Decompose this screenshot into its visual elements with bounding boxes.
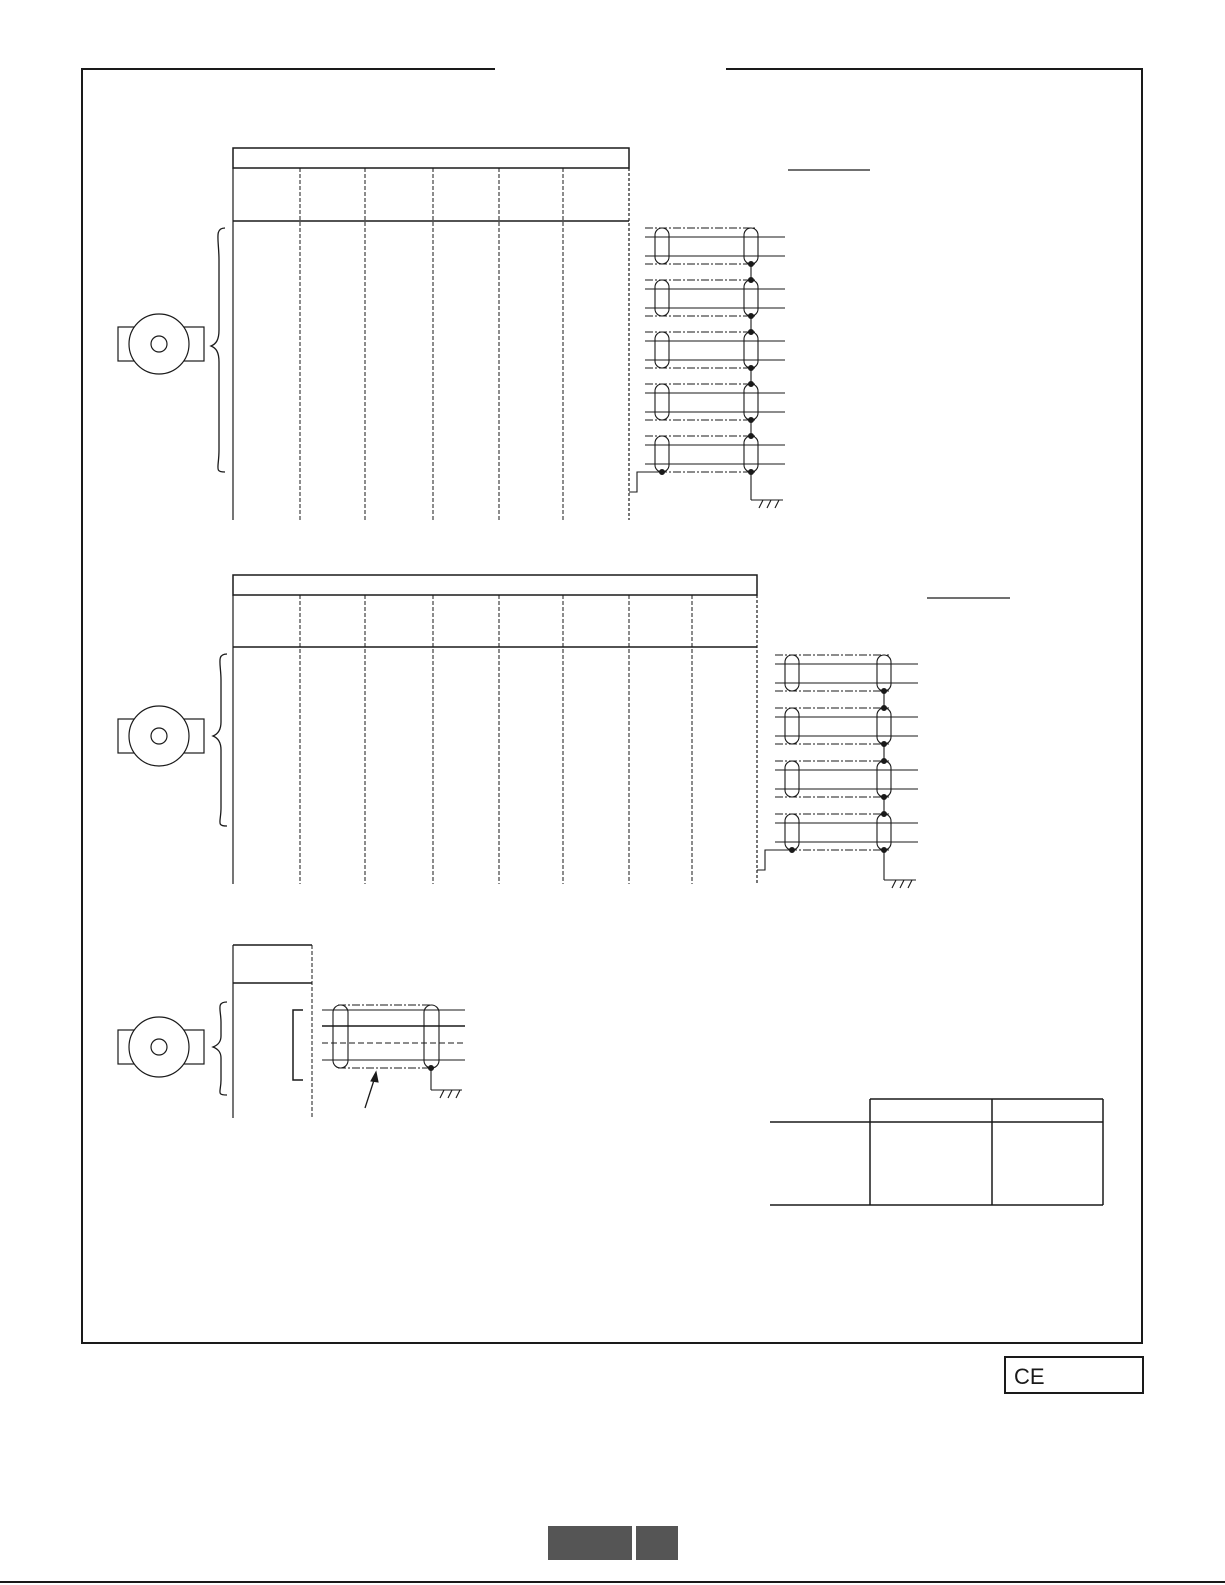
section-2-brace bbox=[213, 654, 227, 826]
section-1-motor-icon bbox=[118, 314, 204, 374]
section-3-table bbox=[233, 945, 312, 1118]
shielded-cable-pair bbox=[775, 706, 918, 762]
ground-icon bbox=[757, 848, 916, 889]
shielded-cable-pair bbox=[775, 655, 918, 708]
section-2-table bbox=[233, 575, 757, 884]
page-frame bbox=[82, 69, 1142, 1343]
shielded-cable-pair bbox=[645, 434, 785, 475]
ce-certification-box bbox=[1005, 1357, 1143, 1393]
shielded-cable-pair bbox=[645, 382, 785, 437]
section-3-motor-icon bbox=[118, 1017, 204, 1077]
ce-mark-icon: CE bbox=[1014, 1364, 1045, 1389]
section-2-motor-icon bbox=[118, 706, 204, 766]
section-1-brace bbox=[211, 228, 225, 472]
section-3-brace bbox=[213, 1002, 227, 1095]
shielded-cable-pair bbox=[645, 278, 785, 333]
page-tab-icon bbox=[548, 1526, 632, 1560]
shielded-cable-pair bbox=[645, 228, 785, 280]
section-1-table bbox=[233, 148, 629, 520]
ground-icon bbox=[629, 470, 783, 509]
page-tab-icon bbox=[636, 1526, 678, 1560]
section-2-cables bbox=[757, 655, 918, 888]
spec-table bbox=[770, 1099, 1103, 1205]
shielded-cable-pair bbox=[775, 759, 918, 815]
section-3-cable bbox=[293, 1005, 465, 1108]
shielded-cable-pair bbox=[775, 812, 918, 853]
shielded-cable-pair bbox=[645, 330, 785, 385]
section-1-cables bbox=[629, 228, 785, 508]
footer-page-tabs bbox=[548, 1526, 678, 1560]
